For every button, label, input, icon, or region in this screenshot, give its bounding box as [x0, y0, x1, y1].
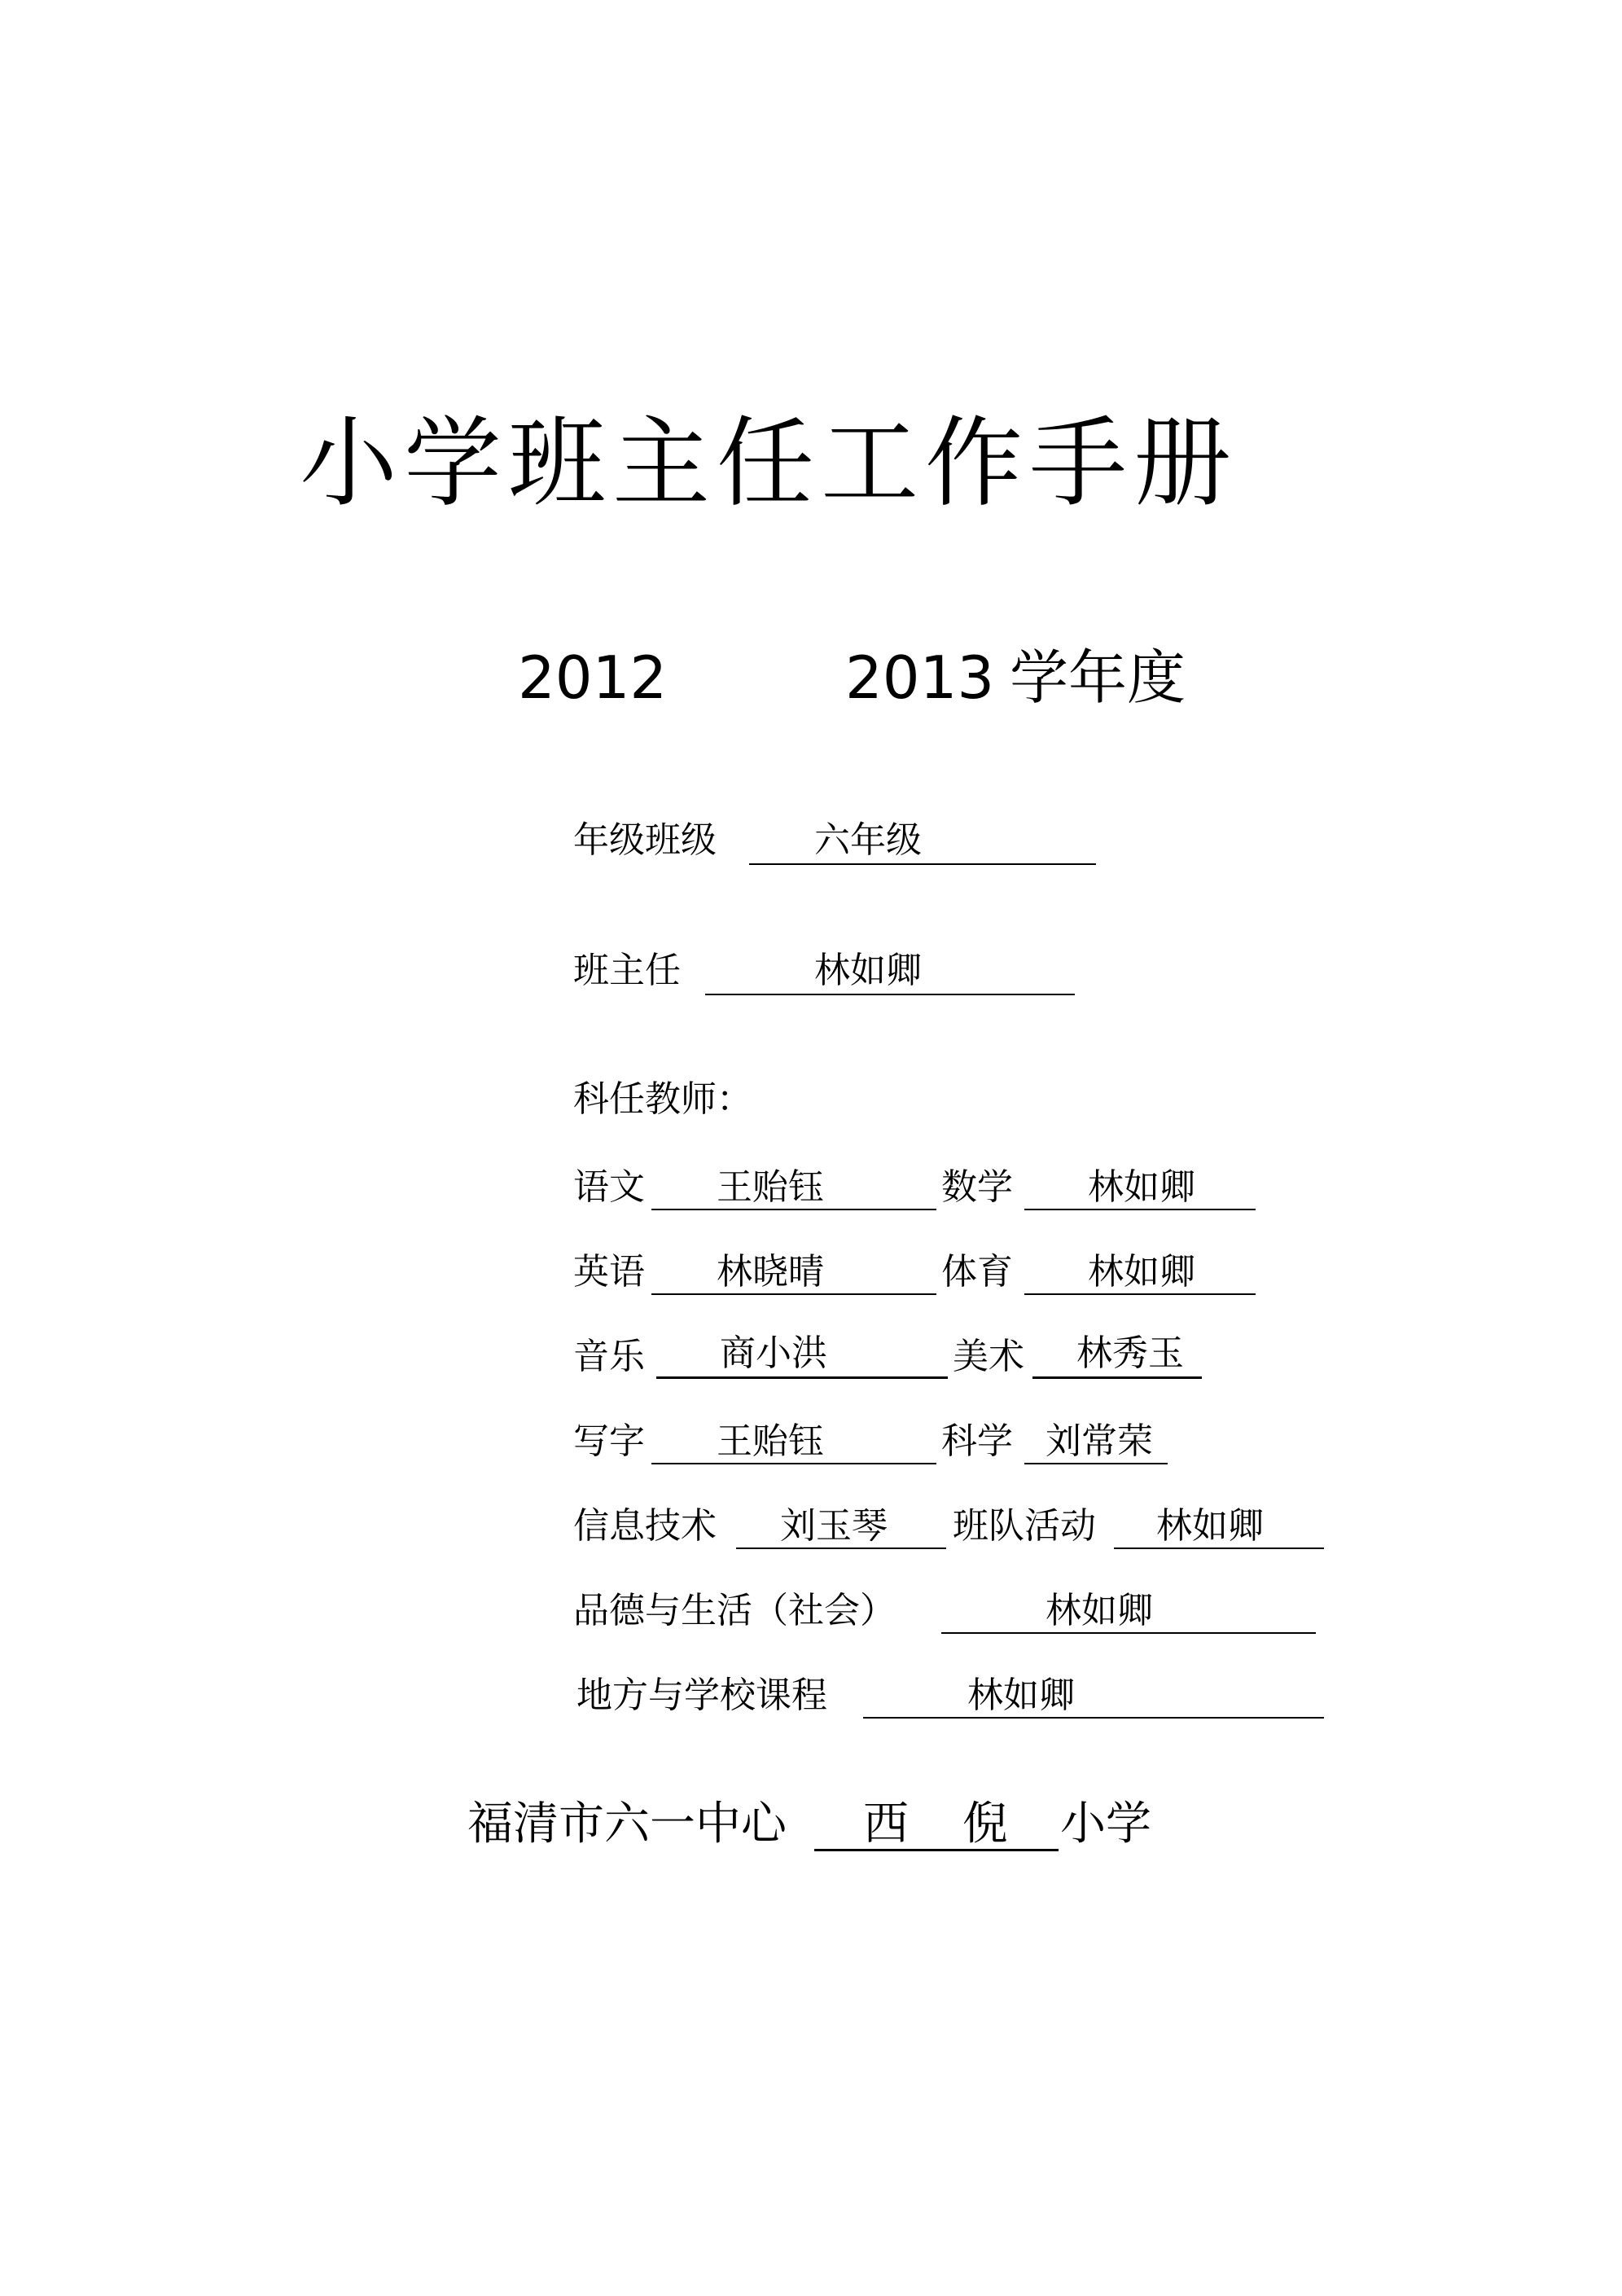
subject-value-english: 林晓晴 [717, 1251, 824, 1293]
year-suffix: 学年度 [1010, 643, 1186, 712]
subject-value-writing: 王贻钰 [717, 1420, 824, 1462]
subject-blank-music [656, 1376, 948, 1379]
subject-blank-writing [651, 1463, 936, 1464]
subject-blank-math [1024, 1209, 1256, 1210]
subject-label-music: 音乐 [573, 1336, 645, 1377]
subject-label-english: 英语 [573, 1251, 645, 1293]
subject-value-it: 刘玉琴 [780, 1505, 888, 1547]
subject-value-morality: 林如卿 [1046, 1590, 1153, 1631]
school-prefix: 福清市六一中心 [467, 1798, 787, 1850]
subject-value-science: 刘常荣 [1046, 1420, 1153, 1462]
subject-blank-chinese [651, 1209, 936, 1210]
school-name-blank [814, 1849, 1059, 1851]
subject-label-math: 数学 [941, 1166, 1013, 1208]
subject-blank-local-curriculum [863, 1717, 1324, 1719]
subject-label-local-curriculum: 地方与学校课程 [576, 1675, 827, 1716]
head-teacher-blank [705, 994, 1075, 995]
subject-blank-it [736, 1547, 946, 1549]
subject-blank-pe [1024, 1293, 1256, 1295]
subject-value-chinese: 王贻钰 [717, 1166, 824, 1208]
subject-value-music: 商小洪 [720, 1332, 827, 1374]
grade-blank [749, 863, 1096, 865]
subject-blank-english [651, 1293, 936, 1295]
subject-value-local-curriculum: 林如卿 [967, 1675, 1075, 1716]
subject-value-pe: 林如卿 [1088, 1251, 1195, 1293]
subject-label-art: 美术 [953, 1336, 1024, 1377]
subject-label-science: 科学 [941, 1420, 1013, 1462]
subject-label-writing: 写字 [573, 1420, 645, 1462]
subject-value-class-activity: 林如卿 [1156, 1505, 1264, 1547]
subject-blank-morality [941, 1632, 1316, 1634]
subject-label-it: 信息技术 [573, 1505, 717, 1547]
subject-blank-science [1024, 1463, 1168, 1464]
subject-label-pe: 体育 [941, 1251, 1013, 1293]
school-name-part1: 西 [863, 1798, 909, 1850]
document-title: 小学班主任工作手册 [300, 407, 1238, 520]
subject-teachers-label: 科任教师： [573, 1078, 752, 1120]
head-teacher-label: 班主任 [573, 950, 681, 991]
grade-label: 年级班级 [573, 819, 717, 861]
grade-value: 六年级 [814, 819, 922, 861]
head-teacher-value: 林如卿 [814, 950, 922, 991]
subject-label-class-activity: 班队活动 [953, 1505, 1096, 1547]
subject-value-art: 林秀玉 [1076, 1332, 1184, 1374]
subject-label-chinese: 语文 [573, 1166, 645, 1208]
subject-label-morality: 品德与生活（社会） [573, 1590, 896, 1631]
school-name-part2: 倪 [962, 1798, 1008, 1850]
subject-blank-art [1032, 1376, 1202, 1379]
subject-value-math: 林如卿 [1088, 1166, 1195, 1208]
year-start: 2012 [518, 643, 668, 712]
school-suffix: 小学 [1060, 1798, 1151, 1850]
year-end: 2013 [845, 643, 995, 712]
subject-blank-class-activity [1114, 1547, 1324, 1549]
